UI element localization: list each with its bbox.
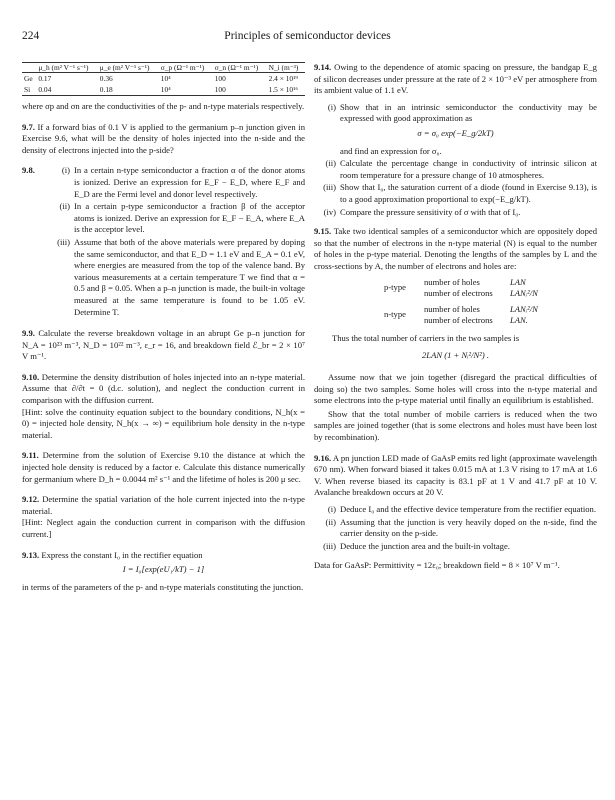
exercise-text: Determine the spatial variation of the hole current injected into the n-type material. (22, 494, 305, 516)
table-header: μ_h (m² V⁻¹ s⁻¹) (36, 63, 97, 73)
exercise-part: Assume that both of the above materials were prepared by doping the same semiconductor, and that E_D = 1.1 eV and E_A = 0.1 eV, where energies are measured from the top of the valence band. By various measurements at a certain temperature T we find that α = 0.5 and β = 0.05. When a p–n junction is made, the built-in voltage measured at the same temperature is found to be 1.05 eV. Determine T. (74, 236, 305, 317)
exercise-9-12-hint: [Hint: Neglect again the conduction current in comparison with the diffusion current.] (22, 517, 305, 539)
exercise-text: Determine from the solution of Exercise 9.10 the distance at which the injected hole density is reduced by a factor e. Calculate this distance numerically for germanium where D_h = 0.0044 m² s⁻¹ and the lifetime of holes is 200 μ sec. (22, 450, 305, 484)
table-cell: 100 (213, 84, 267, 96)
exercise-part-tail: and find an expression for σ₀. (340, 145, 442, 156)
table-header: N_i (m⁻³) (267, 63, 305, 73)
carrier-value: LAN (510, 276, 526, 287)
exercise-number: 9.9. (22, 328, 35, 339)
exercise-9-10 (22, 372, 305, 407)
exercise-number: 9.14. (314, 62, 332, 72)
table-row (22, 73, 305, 85)
left-column (22, 62, 305, 602)
table-note: where σp and σn are the conductivities of the p- and n-type materials respectively. (22, 101, 305, 111)
exercise-number: 9.7. (22, 121, 35, 132)
exercise-number: 9.12. (22, 494, 40, 505)
table-header: σ_p (Ω⁻¹ m⁻¹) (159, 63, 213, 73)
exercise-9-15-paragraph-3: Show that the total number of mobile carriers is reduced when the two samples are joined together (that is some electrons and holes must have been lost by recombination). (314, 408, 597, 443)
table-cell: 2.4 × 10¹⁹ (268, 74, 298, 83)
rectifier-equation: I = I₀[exp(eU₁/kT) − 1] (122, 564, 205, 575)
exercise-9-13-tail: in terms of the parameters of the p- and n-type materials constituting the junction. (22, 581, 304, 592)
running-title: Principles of semiconductor devices (224, 30, 391, 42)
exercise-text: Take two identical samples of a semiconductor which are oppositely doped so that the number of electrons in the n-type material (N) is equal to the number of holes in the p-type material. Denoting the lengths of the samples by L and the cross-sections by A, the number of electrons and holes are: (314, 226, 597, 271)
exercise-part: Assuming that the junction is very heavily doped on the n-side, find the carrier density on the p-side. (340, 516, 597, 539)
exercise-part: Deduce the junction area and the built-in voltage. (340, 540, 510, 551)
exercise-part: Calculate the percentage change in conductivity of intrinsic silicon at room temperature for a pressure change of 10 atmospheres. (340, 158, 597, 180)
total-carriers-equation: 2LAN (1 + Nᵢ²/N²) . (422, 350, 489, 361)
exercise-9-16 (314, 453, 597, 499)
exercise-9-15-paragraph-2: Assume now that we join together (disregard the practical difficulties of doing so) the two samples. Some holes will cross into the n-type material and some electrons into the p-type material until finally an equilibrium is established. (314, 372, 597, 406)
exercise-text: A pn junction LED made of GaAsP emits red light (approximate wavelength 670 nm). When forward biased it takes 0.015 mA at 1.3 V rising to 17 mA at 1.6 V. When reverse biased its capacity is 83.1 pF at 1 V and 41.7 pF at 10 V. Avalanche breakdown occurs at 20 V. (314, 452, 597, 498)
exercise-text: Determine the density distribution of holes injected into an n-type material. Assume that ∂/∂t = 0 (d.c. solution), and neglect the conduction current in comparison with the diffusion current. (22, 371, 305, 406)
carrier-value: LAN. (510, 315, 528, 326)
carrier-label: number of holes (424, 303, 480, 314)
table-cell: 100 (214, 74, 226, 83)
exercise-number: 9.10. (22, 371, 40, 382)
exercise-9-13 (22, 550, 305, 562)
exercise-text: Calculate the reverse breakdown voltage in an abrupt Ge p–n junction for N_A = 10²³ m⁻³, N_D = 10²² m⁻³, ε_r = 16, and breakdown field ℰ_br = 2 × 10⁷ V m⁻¹. (22, 328, 305, 362)
exercise-number: 9.16. (314, 452, 332, 463)
table-cell: 1.5 × 10¹⁶ (267, 84, 305, 96)
table-row (22, 84, 305, 96)
table-cell: 10⁴ (160, 74, 171, 83)
material-properties-table (22, 62, 305, 96)
p-type-label: p-type (384, 282, 406, 293)
right-column (314, 62, 597, 581)
exercise-text: Owing to the dependence of atomic spacing on pressure, the bandgap E_g of silicon decreases under pressure at the rate of 2 × 10⁻³ eV per atmosphere from its ambient value of 1.1 eV. (314, 62, 597, 96)
exercise-9-8: 9.8. (i) In a certain n-type semiconductor a fraction α of the donor atoms is ionized. Derive an expression for E_F − E_D, where E_F and E_D are the Fermi level and donor level respectively. (ii) In a certain p-type semiconductor a fraction β of the acceptor atoms is ionized. Derive an expression for E_F − E_A, where E_A is the acceptor level. (iii) Assume that both of the above materials were prepared by doping the same semiconductor, and that E_D = 1.1 eV and E_A = 0.1 eV, where energies are measured from the top of the valence band. By various measurements at a certain temperature T we find that α = 0.5 and β = 0.05. When a p–n junction is made, the built-in voltage measured at the same temperature is found to be 1.05 eV. Determine T. (22, 165, 305, 317)
exercise-part: In a certain p-type semiconductor a fraction β of the acceptor atoms is ionized. Derive an expression for E_F − E_A, where E_A is the acceptor level. (74, 201, 305, 235)
table-header (22, 63, 36, 73)
exercise-9-15 (314, 226, 597, 272)
table-cell: 10⁴ (159, 84, 213, 96)
carrier-label: number of electrons (424, 315, 493, 326)
page-header (0, 30, 615, 46)
exercise-part: Show that in an intrinsic semiconductor the conductivity may be expressed with good approximation as (340, 101, 597, 124)
exercise-9-12 (22, 494, 305, 517)
table-header: μ_e (m² V⁻¹ s⁻¹) (98, 63, 159, 73)
n-type-carriers (384, 304, 597, 327)
table-header: σ_n (Ω⁻¹ m⁻¹) (213, 63, 267, 73)
exercise-9-11 (22, 450, 305, 485)
table-cell: 0.04 (36, 84, 97, 96)
carrier-value: LANᵢ²/N (510, 288, 538, 299)
carrier-value: LANᵢ²/N (510, 303, 538, 314)
page-number: 224 (22, 30, 40, 42)
exercise-9-16-parts: (i) Deduce I₀ and the effective device temperature from the rectifier equation. (ii) Assuming that the junction is very heavily doped on the n-side, find the carrier density on the p-side. (iii) Deduce the junction area and the built-in voltage. (323, 504, 597, 551)
gaasp-data: Data for GaAsP: Permittivity = 12ε₀; breakdown field = 8 × 10⁷ V m⁻¹. (314, 560, 560, 571)
n-type-label: n-type (384, 309, 406, 320)
table-cell: 0.17 (38, 74, 52, 83)
exercise-part: Compare the pressure sensitivity of σ with that of I₀. (340, 206, 521, 217)
exercise-9-10-hint: [Hint: solve the continuity equation subject to the boundary conditions, N_h(x = 0) = injected hole density, N_h(x → ∞) = equilibrium hole density in the n-type material. (22, 406, 305, 440)
table-cell: Ge (24, 74, 33, 83)
p-type-carriers (384, 277, 597, 300)
total-carriers-text: Thus the total number of carriers in the two samples is (332, 332, 520, 343)
carrier-label: number of holes (424, 276, 480, 287)
exercise-part: Show that I₀, the saturation current of a diode (found in Exercise 9.13), is to a good approximation proportional to exp(−E_g/kT). (340, 182, 597, 204)
exercise-number: 9.13. (22, 549, 40, 560)
exercise-number: 9.8. (22, 165, 35, 176)
exercise-9-7 (22, 122, 305, 157)
exercise-number: 9.11. (22, 450, 39, 461)
exercise-text: If a forward bias of 0.1 V is applied to the germanium p–n junction given in Exercise 9.6, what will be the density of holes injected into the n-side and the density of electrons injected into the p-side? (22, 121, 305, 155)
conductivity-equation: σ = σ₀ exp(−E_g/2kT) (417, 127, 494, 138)
exercise-9-9 (22, 328, 305, 363)
exercise-number: 9.15. (314, 226, 332, 237)
exercise-part: Deduce I₀ and the effective device temperature from the rectifier equation. (340, 504, 596, 514)
table-cell: 0.18 (98, 84, 159, 96)
exercise-9-14-parts: (i) Show that in an intrinsic semiconductor the conductivity may be expressed with good approximation as σ = σ₀ exp(−E_g/2kT) and find an expression for σ₀. (ii) Calculate the percentage change in conductivity of intrinsic silicon at room temperature for a pressure change of 10 atmospheres. (iii) Show that I₀, the saturation current of a diode (found in Exercise 9.13), is to a good approximation proportional to exp(−E_g/kT). (iv) Compare the pressure sensitivity of σ with that of I₀. (314, 102, 597, 218)
exercise-9-14 (314, 62, 597, 97)
exercise-text: Express the constant I₀ in the rectifier equation (41, 549, 203, 560)
carrier-label: number of electrons (424, 288, 493, 299)
table-cell: 0.36 (99, 74, 113, 83)
table-cell: Si (22, 84, 36, 96)
exercise-part: In a certain n-type semiconductor a fraction α of the donor atoms is ionized. Derive an expression for E_F − E_D, where E_F and E_D are the Fermi level and donor level respectively. (74, 165, 305, 199)
